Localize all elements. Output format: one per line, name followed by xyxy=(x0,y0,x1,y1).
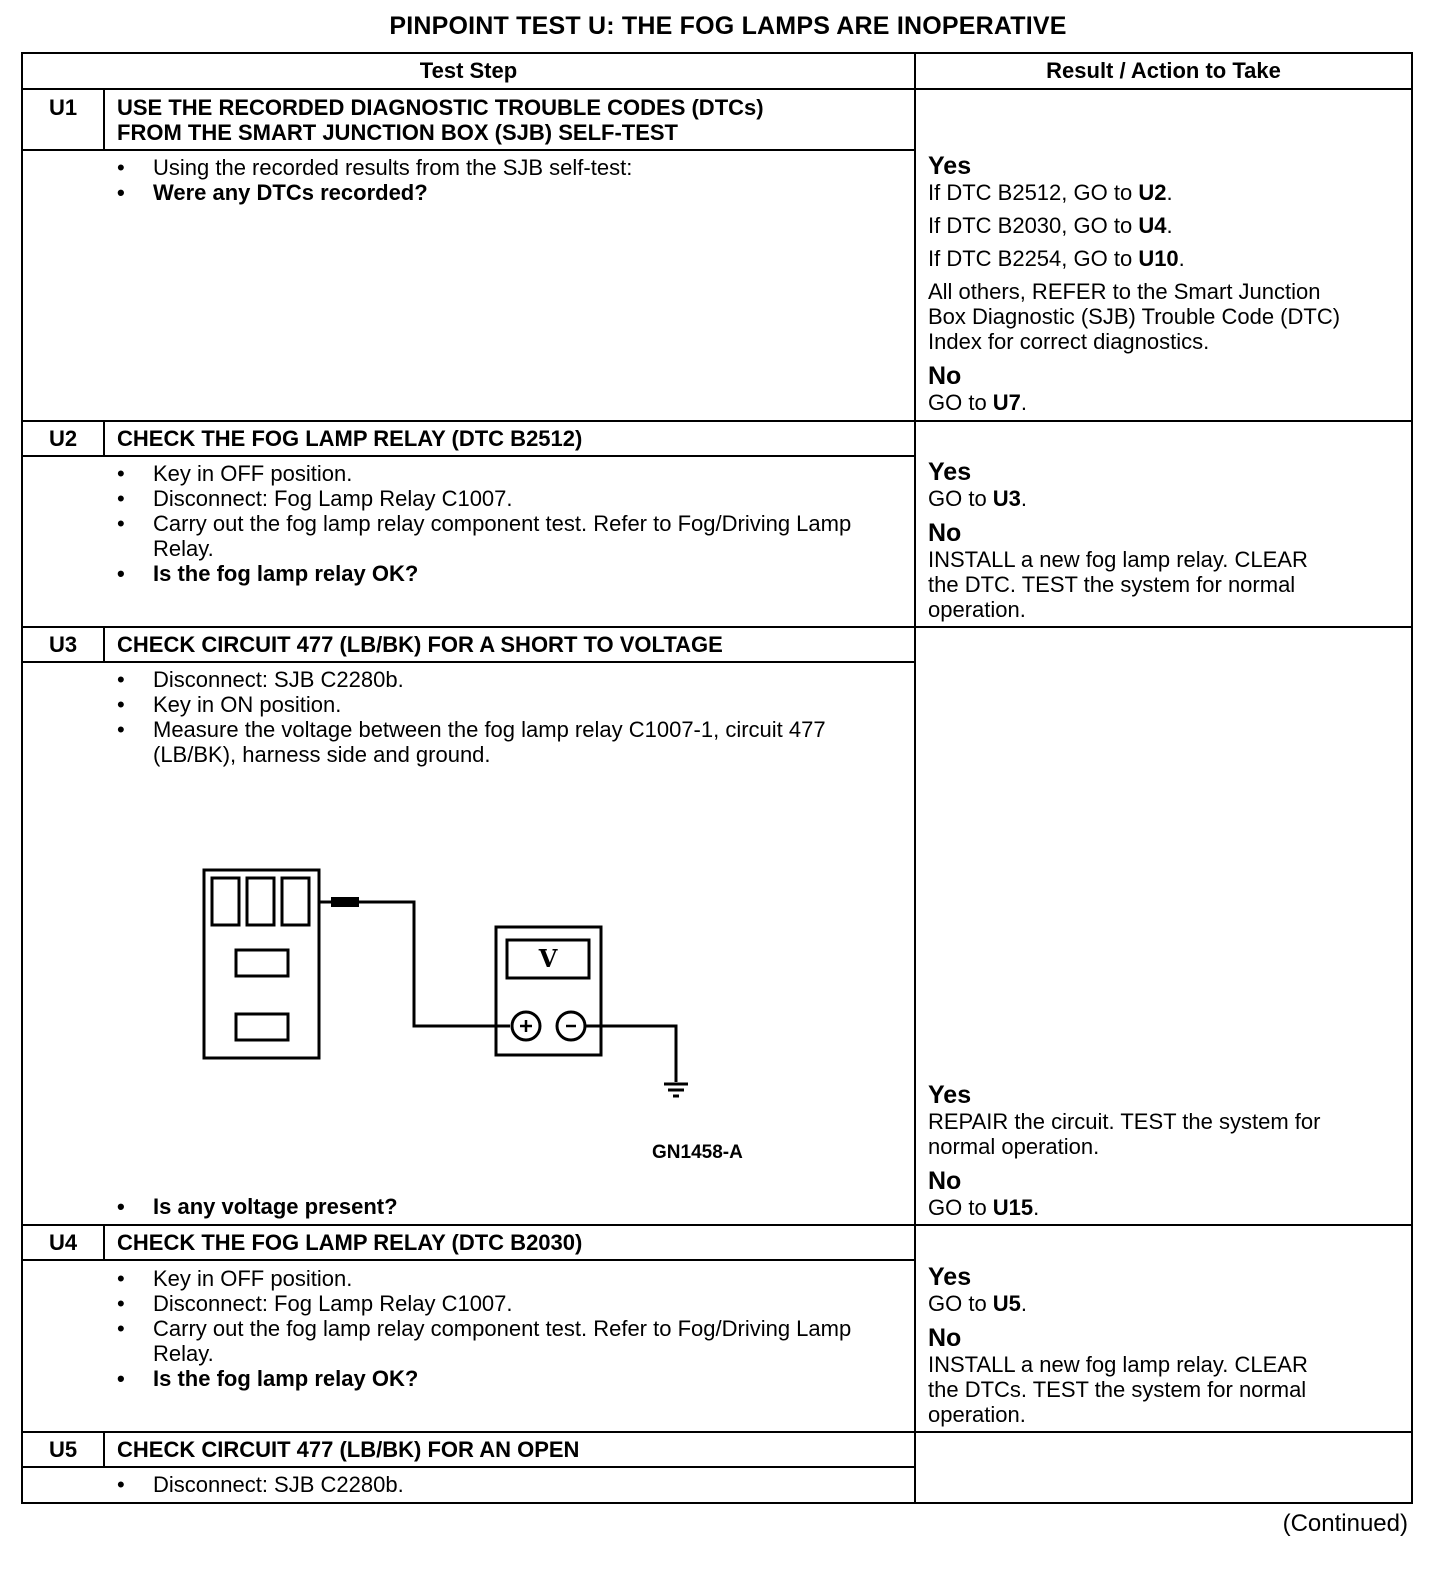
no-label: No xyxy=(928,1167,962,1195)
step-result: Yes If DTC B2512, GO to U2. If DTC B2030, GO to U4. If DTC B2254, GO to U10. All others, REFER to the Smart Junction Box Diagnostic (SJB) Trouble Code (DTC) Index for correct diagnostics. No GO to U7. xyxy=(928,152,1408,415)
meter-label: V xyxy=(538,944,558,973)
header-test-step: Test Step xyxy=(419,58,518,83)
instruction-item: • Key in OFF position. xyxy=(117,1266,897,1291)
step-id: U1 xyxy=(48,95,78,120)
step-id: U2 xyxy=(48,426,78,451)
step-title: CHECK THE FOG LAMP RELAY (DTC B2030) xyxy=(117,1230,583,1255)
step-title: USE THE RECORDED DIAGNOSTIC TROUBLE CODES (DTCs) FROM THE SMART JUNCTION BOX (SJB) SELF-TEST xyxy=(117,95,764,145)
step-id: U5 xyxy=(48,1437,78,1462)
instruction-item: • Disconnect: Fog Lamp Relay C1007. xyxy=(117,1291,897,1316)
instruction-item: • Measure the voltage between the fog lamp relay C1007-1, circuit 477 (LB/BK), harness side and ground. xyxy=(117,717,897,767)
step-id: U3 xyxy=(48,632,78,657)
no-label: No xyxy=(928,519,962,547)
step-instructions xyxy=(117,1472,897,1497)
instruction-item: • Disconnect: SJB C2280b. xyxy=(117,667,897,692)
step-title: CHECK THE FOG LAMP RELAY (DTC B2512) xyxy=(117,426,583,451)
header-result: Result / Action to Take xyxy=(1046,58,1281,83)
instruction-item: • Using the recorded results from the SJB self-test: xyxy=(117,155,897,180)
step-instructions xyxy=(117,461,897,586)
yes-label: Yes xyxy=(928,152,972,180)
step-result: Yes REPAIR the circuit. TEST the system for normal operation. No GO to U15. xyxy=(928,1081,1408,1220)
yes-label: Yes xyxy=(928,1081,972,1109)
step-instructions xyxy=(117,155,897,205)
step-title: CHECK CIRCUIT 477 (LB/BK) FOR AN OPEN xyxy=(117,1437,580,1462)
instruction-item: • Carry out the fog lamp relay component test. Refer to Fog/Driving Lamp Relay. xyxy=(117,1316,897,1366)
step-instructions xyxy=(117,1266,897,1391)
yes-label: Yes xyxy=(928,458,972,486)
probe-tip xyxy=(331,897,359,907)
step-question xyxy=(117,1194,897,1219)
page-title: PINPOINT TEST U: THE FOG LAMPS ARE INOPERATIVE xyxy=(389,12,1067,40)
instruction-question: • Is the fog lamp relay OK? xyxy=(117,561,897,586)
no-label: No xyxy=(928,362,962,390)
instruction-question: • Is the fog lamp relay OK? xyxy=(117,1366,897,1391)
step-title: CHECK CIRCUIT 477 (LB/BK) FOR A SHORT TO VOLTAGE xyxy=(117,632,723,657)
instruction-item: • Carry out the fog lamp relay component test. Refer to Fog/Driving Lamp Relay. xyxy=(117,511,897,561)
figure-code: GN1458-A xyxy=(652,1142,743,1163)
relay-connector xyxy=(204,870,319,1058)
instruction-item: • Disconnect: SJB C2280b. xyxy=(117,1472,897,1497)
ground-symbol xyxy=(664,1084,688,1096)
yes-label: Yes xyxy=(928,1263,972,1291)
no-label: No xyxy=(928,1324,962,1352)
step-instructions xyxy=(117,667,897,767)
instruction-item: • Key in OFF position. xyxy=(117,461,897,486)
step-result: Yes GO to U3. No INSTALL a new fog lamp relay. CLEAR the DTC. TEST the system for normal operation. xyxy=(928,458,1408,622)
instruction-item: • Key in ON position. xyxy=(117,692,897,717)
voltmeter-diagram xyxy=(190,860,710,1110)
step-result: Yes GO to U5. No INSTALL a new fog lamp relay. CLEAR the DTCs. TEST the system for normal operation. xyxy=(928,1263,1408,1427)
instruction-question: • Is any voltage present? xyxy=(117,1194,897,1219)
instruction-item: • Disconnect: Fog Lamp Relay C1007. xyxy=(117,486,897,511)
instruction-question: • Were any DTCs recorded? xyxy=(117,180,897,205)
step-id: U4 xyxy=(48,1230,78,1255)
continued-note: (Continued) xyxy=(1282,1510,1408,1537)
positive-lead-wire xyxy=(319,902,510,1026)
